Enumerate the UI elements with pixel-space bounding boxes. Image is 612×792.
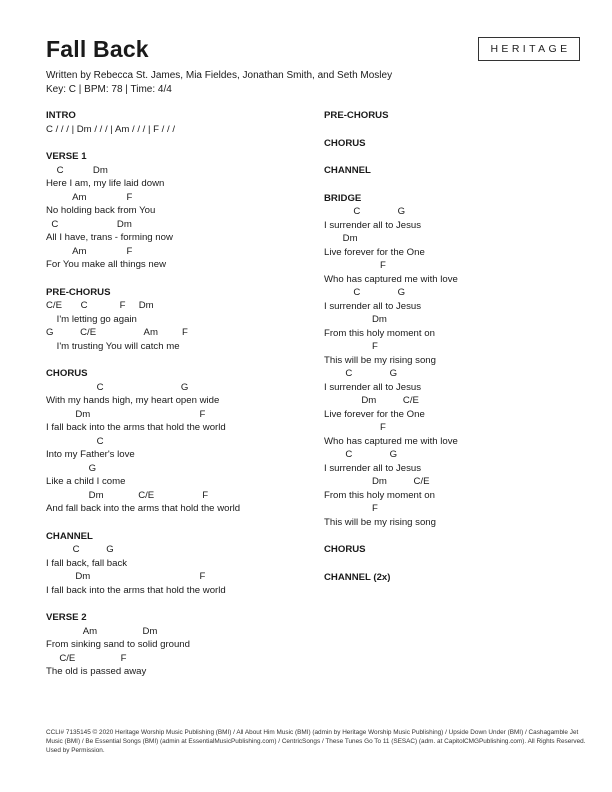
chord-line: C G <box>324 449 398 460</box>
chord-line: C <box>46 435 104 447</box>
chord-line: Dm F <box>46 408 206 420</box>
song-title: Fall Back <box>46 36 149 62</box>
chord-line: Dm C/E F <box>46 489 209 501</box>
song-section <box>324 137 594 151</box>
lyric-line: This will be my rising song <box>324 354 436 366</box>
lyric-line: Here I am, my life laid down <box>46 178 165 189</box>
lyric-line: I surrender all to Jesus <box>324 219 422 231</box>
chord-line: C Dm <box>46 218 132 230</box>
song-writers: Written by Rebecca St. James, Mia Fieldes, Jonathan Smith, and Seth Mosley <box>46 70 393 81</box>
song-section <box>324 192 594 530</box>
chord-line: Am Dm <box>46 625 158 637</box>
lyric-line: Like a child I come <box>46 476 126 487</box>
section-label: INTRO <box>46 110 76 121</box>
lyric-line: Who has captured me with love <box>324 435 458 447</box>
section-label: CHANNEL (2x) <box>324 571 391 583</box>
lyric-line: I surrender all to Jesus <box>324 381 422 393</box>
lyric-line: No holding back from You <box>46 205 156 216</box>
lyric-line: I'm trusting You will catch me <box>46 340 180 352</box>
song-section <box>46 286 316 354</box>
song-section <box>324 571 594 585</box>
lyric-line: From sinking sand to solid ground <box>46 639 190 650</box>
song-section <box>46 367 316 516</box>
section-label: PRE-CHORUS <box>46 286 111 298</box>
lyric-line: This will be my rising song <box>324 516 436 528</box>
chord-line: Am F <box>46 191 133 203</box>
lyric-line: I fall back, fall back <box>46 557 128 569</box>
section-label: VERSE 2 <box>46 612 87 623</box>
chord-line: C/E C F Dm <box>46 300 154 311</box>
song-section <box>324 543 594 557</box>
chord-line: F <box>324 503 378 514</box>
left-column <box>46 109 316 693</box>
chord-line: C G <box>46 544 114 555</box>
lyric-line: All I have, trans - forming now <box>46 232 173 243</box>
chord-line: C G <box>324 206 406 217</box>
lyric-line: From this holy moment on <box>324 489 435 501</box>
song-section <box>324 109 594 123</box>
section-label: CHORUS <box>324 137 366 149</box>
chord-line: C G <box>324 287 406 298</box>
lyric-line: For You make all things new <box>46 259 166 270</box>
song-section <box>46 150 316 272</box>
chord-line: Dm C/E <box>324 476 430 487</box>
chord-line: C G <box>46 381 189 393</box>
right-column <box>324 109 594 598</box>
section-label: PRE-CHORUS <box>324 110 389 121</box>
chord-line: C Dm <box>46 164 108 176</box>
chord-line: G <box>46 462 97 474</box>
chord-line: Dm <box>324 314 387 325</box>
lyric-line: The old is passed away <box>46 666 147 677</box>
chord-line: F <box>324 260 386 271</box>
lyric-line: I fall back into the arms that hold the world <box>46 584 226 596</box>
song-key-tempo: Key: C | BPM: 78 | Time: 4/4 <box>46 84 172 95</box>
chord-line: Dm C/E <box>324 395 419 406</box>
song-section <box>46 611 316 679</box>
lyric-line: From this holy moment on <box>324 327 435 339</box>
chord-line: Dm F <box>46 571 206 582</box>
lyric-line: Live forever for the One <box>324 408 425 420</box>
lyric-line: And fall back into the arms that hold the world <box>46 503 241 514</box>
section-label: CHORUS <box>46 368 88 379</box>
song-section <box>46 530 316 598</box>
lyric-line: Into my Father's love <box>46 449 135 460</box>
lyric-line: C / / / | Dm / / / | Am / / / | F / / / <box>46 123 176 135</box>
section-label: BRIDGE <box>324 192 362 204</box>
lyric-line: I surrender all to Jesus <box>324 462 422 474</box>
section-label: CHANNEL <box>324 165 371 176</box>
chord-line: F <box>324 341 378 352</box>
lyric-line: Live forever for the One <box>324 246 425 258</box>
chord-line: Dm <box>324 233 358 244</box>
song-section <box>324 164 594 178</box>
chord-line: Am F <box>46 245 133 257</box>
lyric-line: With my hands high, my heart open wide <box>46 395 220 406</box>
chord-line: G C/E Am F <box>46 327 188 338</box>
chord-line: F <box>324 422 386 433</box>
chord-line: C/E F <box>46 652 127 664</box>
section-label: VERSE 1 <box>46 151 87 162</box>
song-section <box>46 109 316 136</box>
chord-line: C G <box>324 368 398 379</box>
section-label: CHORUS <box>324 544 366 555</box>
heritage-logo: HERITAGE <box>478 37 580 61</box>
lyric-line: Who has captured me with love <box>324 273 458 285</box>
lyric-line: I'm letting go again <box>46 313 137 325</box>
section-label: CHANNEL <box>46 530 93 542</box>
lyric-line: I surrender all to Jesus <box>324 300 422 312</box>
lyric-line: I fall back into the arms that hold the world <box>46 422 226 433</box>
copyright-footer: CCLI# 7135145 © 2020 Heritage Worship Music Publishing (BMI) / All About Him Music (BMI) (admin by Heritage Worship Music Publishing) / Upside Down Under (BMI) / Cashagamble Jet Music (BMI) / Be Essential Songs (BMI) (admin at EssentialMusicPublishing.com) / CentricSongs / These Tunes Go To 11 (SESAC) (adm. at CapitolCMGPublishing.com). All Rights Reserved. Used by Permission. <box>46 729 586 754</box>
